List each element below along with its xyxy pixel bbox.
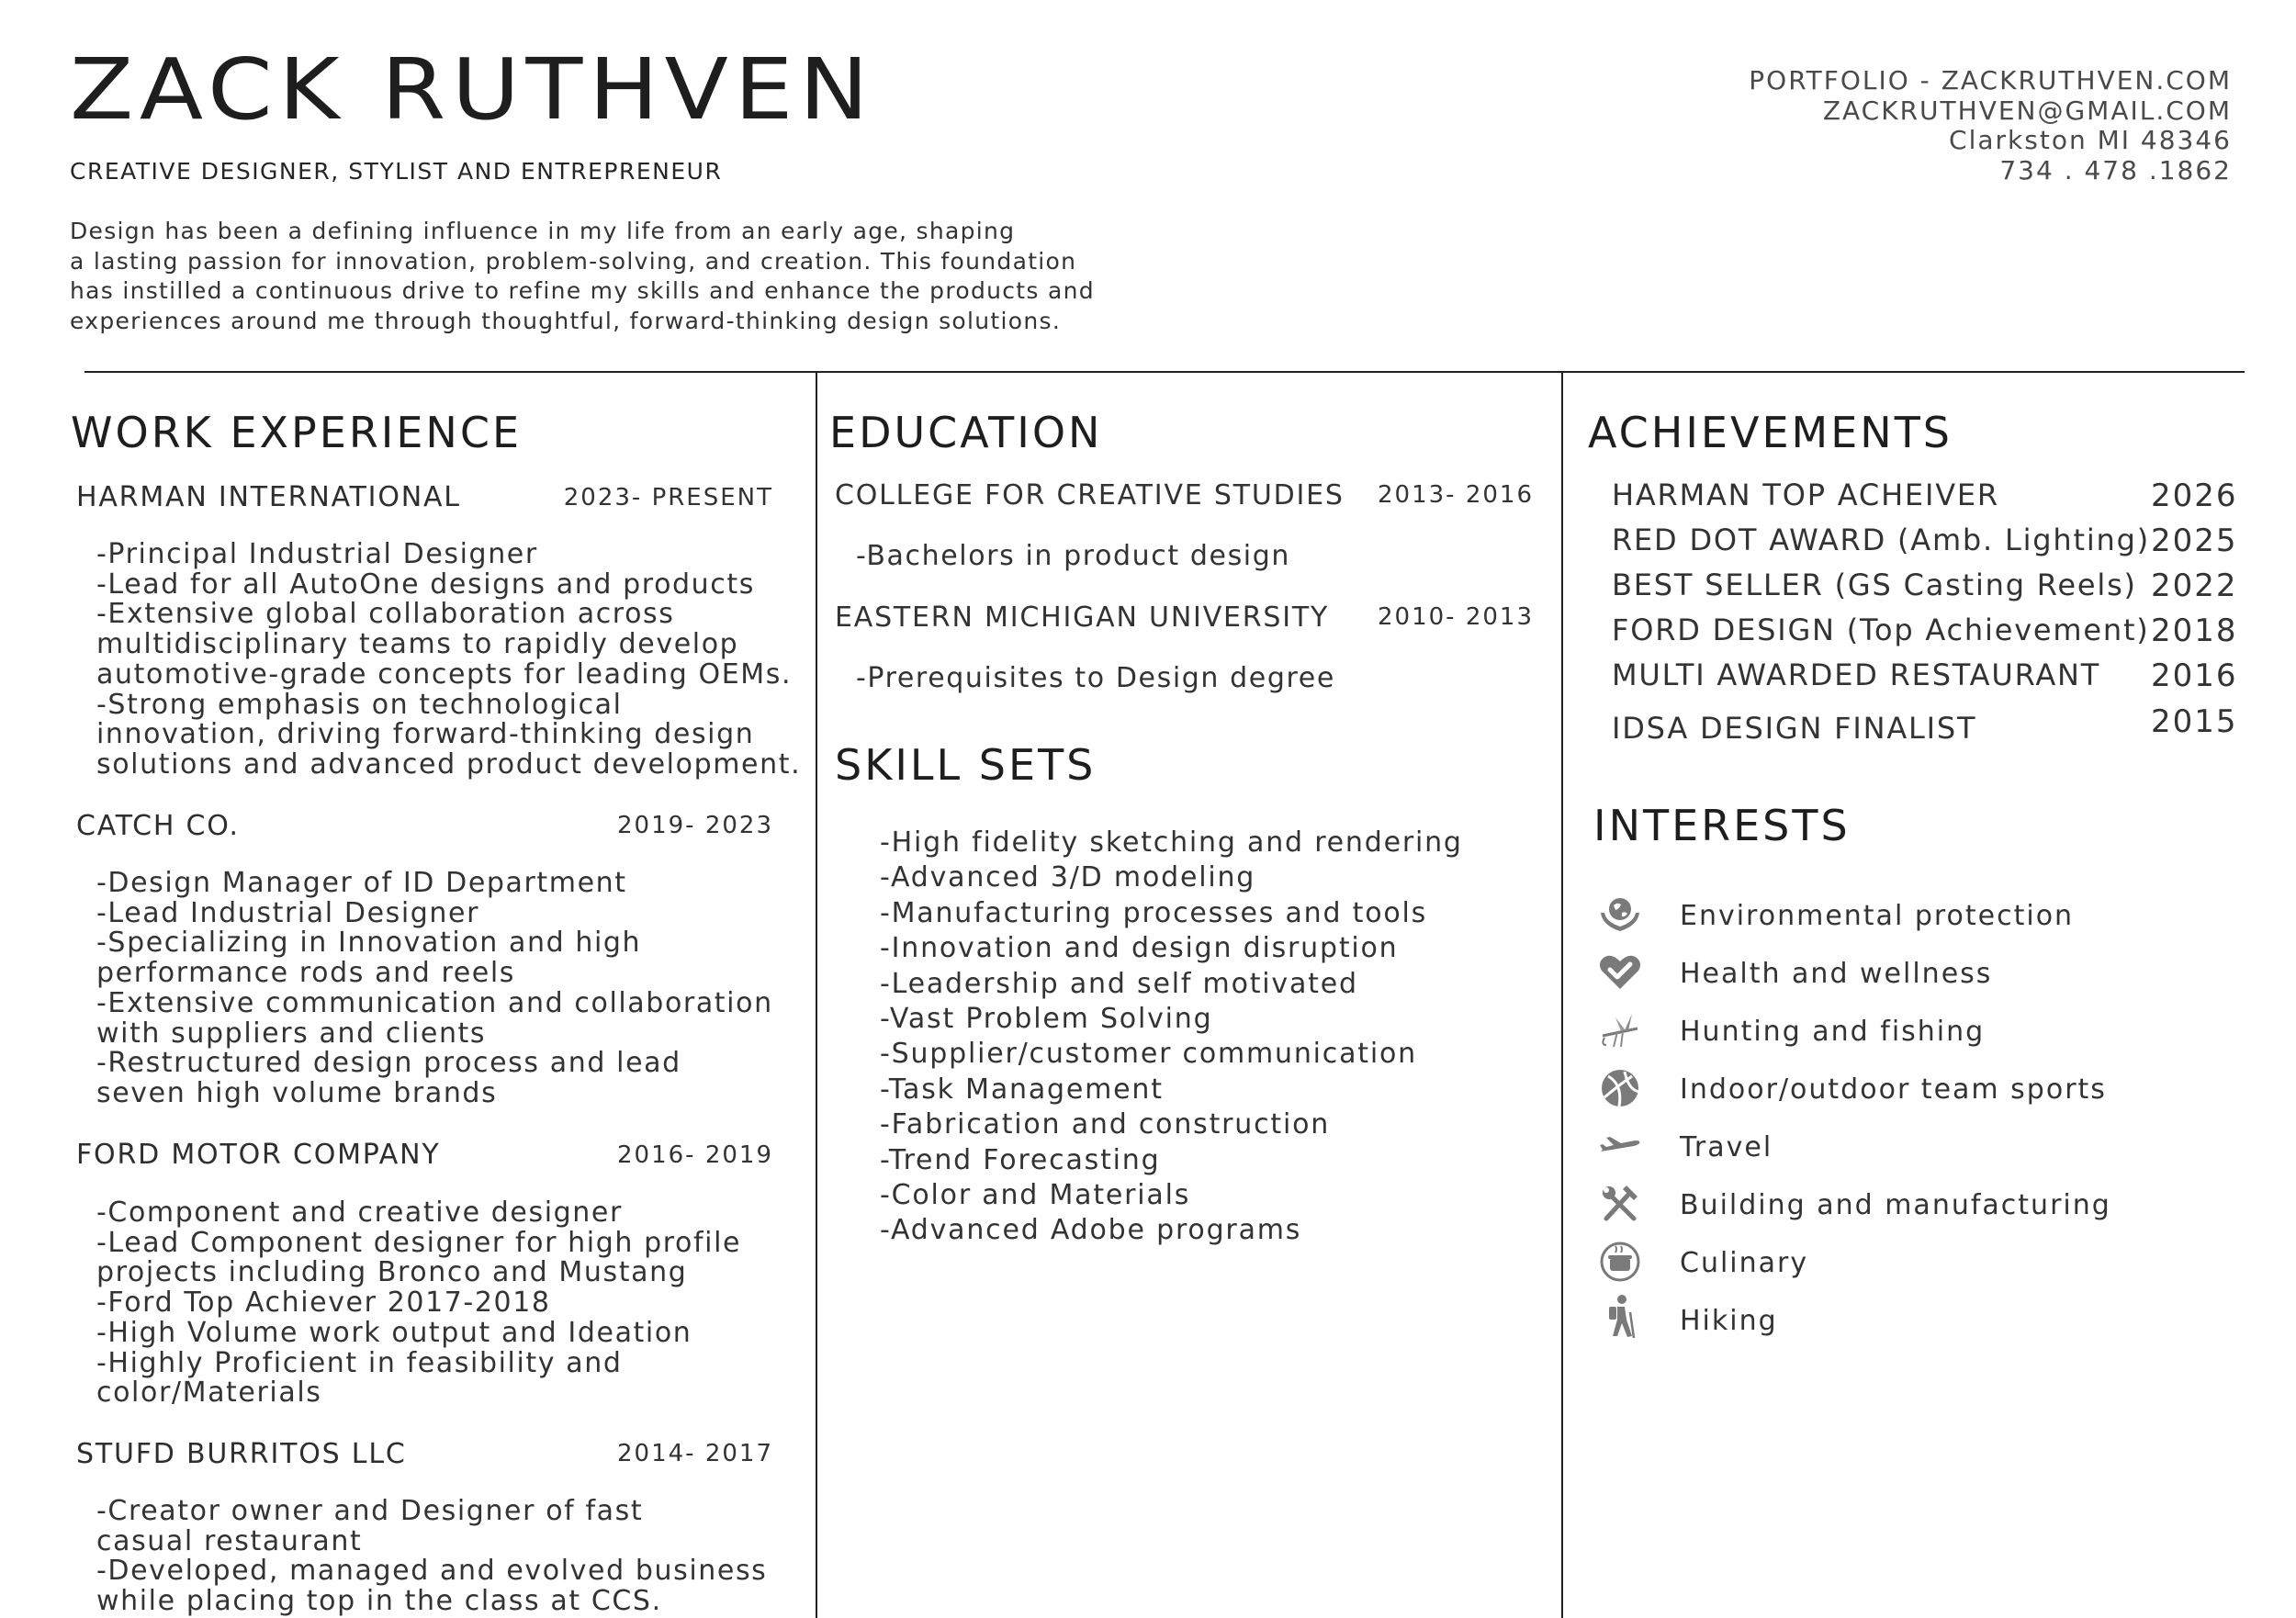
interest-label: Indoor/outdoor team sports: [1680, 1073, 2107, 1106]
email-link[interactable]: ZACKRUTHVEN@GMAIL.COM: [1822, 95, 2232, 126]
achievement-year: 2022: [2151, 567, 2238, 604]
achievement-title: MULTI AWARDED RESTAURANT: [1612, 657, 2101, 692]
education-detail: -Bachelors in product design: [856, 540, 1291, 572]
job-bullet: performance rods and reels: [96, 957, 516, 990]
job-bullet: -Design Manager of ID Department: [96, 867, 627, 899]
job-description: [96, 869, 773, 1109]
job-description: [96, 1497, 767, 1617]
summary-line: a lasting passion for innovation, problem-solving, and creation. This foundation: [70, 247, 1077, 275]
education-school: EASTERN MICHIGAN UNIVERSITY: [835, 601, 1330, 634]
job-bullet: -Strong emphasis on technological: [96, 688, 623, 721]
achievement-year: 2026: [2151, 478, 2238, 514]
skill-list: [880, 826, 1463, 1249]
work-experience-heading: WORK EXPERIENCE: [71, 408, 523, 457]
job-bullet: -Restructured design process and lead: [96, 1047, 681, 1080]
job-description: [96, 1198, 741, 1409]
interest-label: Environmental protection: [1680, 900, 2075, 932]
achievement-year: 2015: [2151, 703, 2238, 740]
achievement-title: FORD DESIGN (Top Achievement): [1612, 612, 2150, 647]
job-bullet: seven high volume brands: [96, 1076, 498, 1109]
job-bullet: -Specializing in Innovation and high: [96, 927, 642, 960]
job-bullet: multidisciplinary teams to rapidly develop: [96, 628, 739, 661]
interest-label: Hiking: [1680, 1305, 1778, 1337]
interest-label: Health and wellness: [1680, 958, 1993, 990]
education-detail: -Prerequisites to Design degree: [856, 662, 1335, 694]
education-dates: 2010- 2013: [1378, 603, 1534, 631]
header-divider: [84, 371, 2245, 373]
job-bullet: projects including Bronco and Mustang: [96, 1256, 688, 1289]
phone-text: 734 . 478 .1862: [1999, 154, 2232, 185]
airplane-icon: [1596, 1126, 1644, 1166]
skill-item: -Task Management: [880, 1073, 1164, 1106]
portfolio-link[interactable]: PORTFOLIO - ZACKRUTHVEN.COM: [1749, 65, 2232, 96]
globe-in-hands-icon: [1596, 894, 1644, 935]
interest-label: Hunting and fishing: [1680, 1016, 1986, 1048]
summary-paragraph: [70, 217, 1264, 336]
skill-item: -Trend Forecasting: [880, 1143, 1161, 1176]
interest-label: Culinary: [1680, 1247, 1809, 1279]
education-school: COLLEGE FOR CREATIVE STUDIES: [835, 479, 1345, 511]
column-divider-right: [1561, 371, 1563, 1618]
job-bullet: casual restaurant: [96, 1524, 363, 1557]
summary-line: Design has been a defining influence in my life from an early age, shaping: [70, 218, 1016, 244]
achievement-title: IDSA DESIGN FINALIST: [1612, 711, 1977, 746]
skill-item: -Innovation and design disruption: [880, 932, 1399, 965]
job-bullet: -Ford Top Achiever 2017-2018: [96, 1287, 551, 1320]
education-heading: EDUCATION: [829, 408, 1103, 457]
volleyball-icon: [1596, 1068, 1644, 1108]
skill-item: -Leadership and self motivated: [880, 967, 1358, 1000]
job-bullet: -Principal Industrial Designer: [96, 538, 538, 570]
job-dates: 2023- PRESENT: [563, 484, 773, 511]
skill-sets-heading: SKILL SETS: [835, 740, 1097, 790]
skill-item: -High fidelity sketching and rendering: [880, 826, 1463, 859]
job-bullet: solutions and advanced product development.: [96, 747, 802, 781]
interest-label: Building and manufacturing: [1680, 1189, 2111, 1221]
achievement-year: 2025: [2151, 522, 2238, 559]
job-dates: 2014- 2017: [617, 1440, 773, 1467]
education-dates: 2013- 2016: [1378, 481, 1534, 509]
interests-heading: INTERESTS: [1593, 801, 1851, 850]
job-bullet: innovation, driving forward-thinking design: [96, 718, 755, 751]
achievement-year: 2016: [2151, 657, 2238, 694]
location-text: Clarkston MI 48346: [1949, 125, 2232, 155]
job-company: CATCH CO.: [76, 810, 240, 842]
achievement-title: RED DOT AWARD (Amb. Lighting): [1612, 522, 2151, 557]
candidate-name: ZACK RUTHVEN: [70, 40, 875, 139]
contact-block: [1749, 66, 2232, 185]
job-bullet: -Creator owner and Designer of fast: [96, 1495, 644, 1527]
cooking-pot-icon: [1596, 1242, 1644, 1282]
heart-check-icon: [1596, 952, 1644, 993]
job-bullet: -Lead Industrial Designer: [96, 896, 480, 929]
column-divider-left: [816, 371, 817, 1618]
job-company: STUFD BURRITOS LLC: [76, 1438, 407, 1470]
job-bullet: automotive-grade concepts for leading OEMs.: [96, 657, 793, 691]
job-description: [96, 540, 801, 781]
summary-line: has instilled a continuous drive to refine my skills and enhance the products and: [70, 277, 1095, 304]
job-bullet: -Extensive communication and collaboration: [96, 986, 773, 1019]
job-bullet: -Developed, managed and evolved business: [96, 1555, 768, 1588]
skill-item: -Advanced Adobe programs: [880, 1214, 1302, 1247]
achievement-title: BEST SELLER (GS Casting Reels): [1612, 567, 2137, 602]
skill-item: -Manufacturing processes and tools: [880, 896, 1428, 929]
job-bullet: while placing top in the class at CCS.: [96, 1585, 662, 1618]
skill-item: -Advanced 3/D modeling: [880, 861, 1256, 894]
candidate-subtitle: CREATIVE DESIGNER, STYLIST AND ENTREPRENEUR: [70, 158, 723, 185]
job-bullet: -Lead for all AutoOne designs and products: [96, 567, 755, 601]
skill-item: -Supplier/customer communication: [880, 1038, 1417, 1071]
job-bullet: -Extensive global collaboration across: [96, 598, 675, 631]
job-company: HARMAN INTERNATIONAL: [76, 481, 461, 513]
job-dates: 2016- 2019: [617, 1141, 773, 1169]
skill-item: -Vast Problem Solving: [880, 1003, 1213, 1036]
job-bullet: -Component and creative designer: [96, 1197, 623, 1229]
skill-item: -Color and Materials: [880, 1179, 1191, 1212]
achievement-year: 2018: [2151, 612, 2238, 649]
job-bullet: -Lead Component designer for high profile: [96, 1226, 742, 1259]
job-bullet: -High Volume work output and Ideation: [96, 1316, 692, 1349]
job-company: FORD MOTOR COMPANY: [76, 1139, 441, 1171]
achievement-title: HARMAN TOP ACHEIVER: [1612, 478, 1999, 512]
job-dates: 2019- 2023: [617, 812, 773, 839]
skill-item: -Fabrication and construction: [880, 1108, 1331, 1141]
job-bullet: -Highly Proficient in feasibility and: [96, 1346, 623, 1379]
job-bullet: color/Materials: [96, 1376, 322, 1410]
job-bullet: with suppliers and clients: [96, 1017, 487, 1050]
achievements-heading: ACHIEVEMENTS: [1588, 408, 1953, 457]
interest-label: Travel: [1680, 1131, 1773, 1163]
summary-line: experiences around me through thoughtful, forward-thinking design solutions.: [70, 307, 1062, 334]
hiker-icon: [1596, 1297, 1644, 1337]
fishing-fly-icon: [1596, 1010, 1644, 1051]
hammer-wrench-icon: [1596, 1184, 1644, 1224]
